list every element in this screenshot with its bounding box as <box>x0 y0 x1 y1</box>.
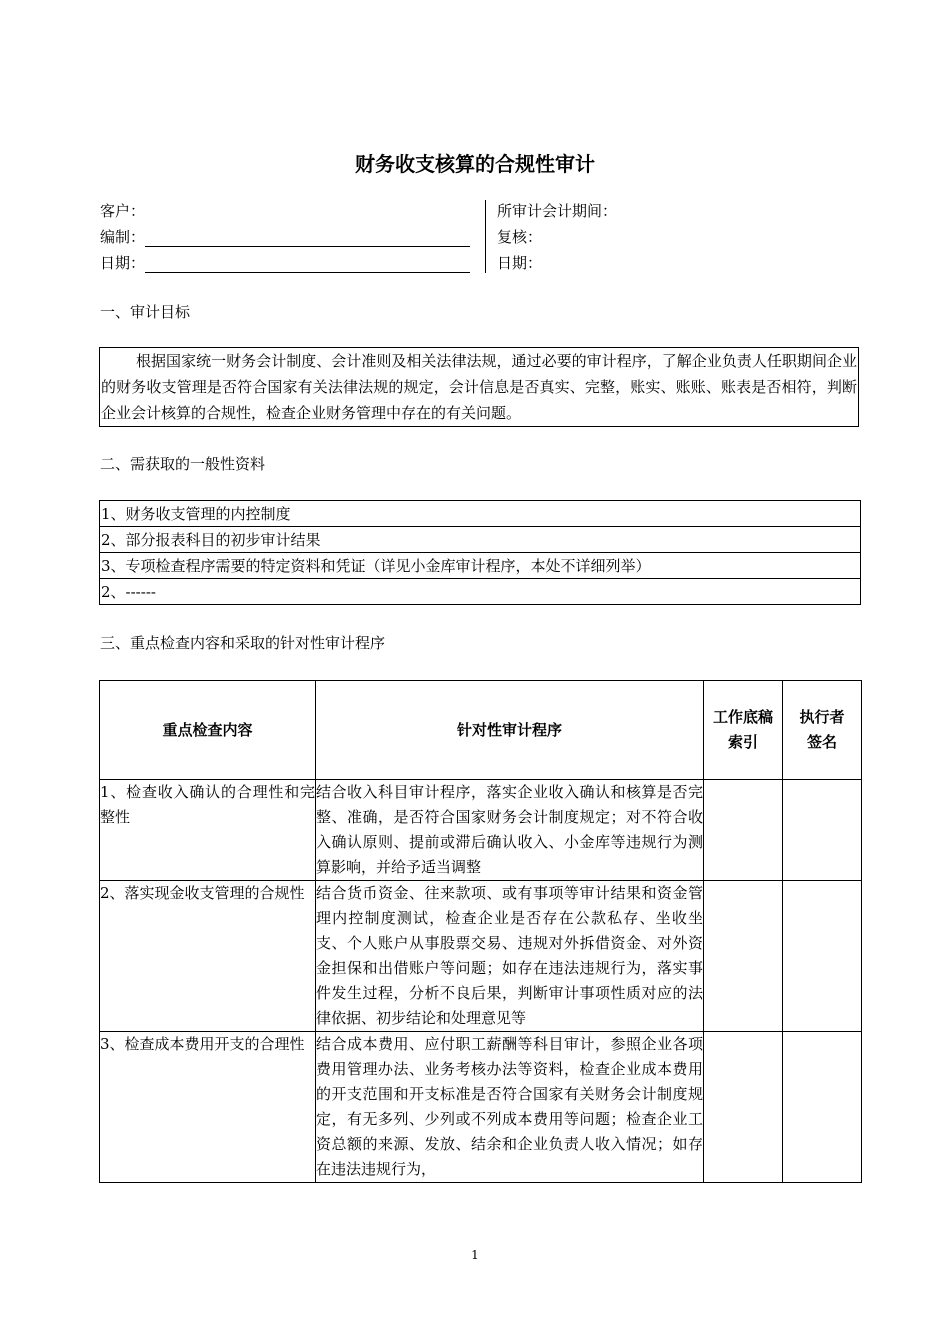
table-header-row <box>100 681 862 780</box>
document-title: 财务收支核算的合规性审计 <box>355 152 595 176</box>
column-header-workpaper-index: 工作底稿索引 <box>704 681 783 780</box>
date-label: 日期： <box>100 254 146 272</box>
procedure-cell: 结合收入科目审计程序，落实企业收入确认和核算是否完整、准确，是否符合国家财务会计制度规定；对不符合收入确认原则、提前或滞后确认收入、小金库等违规行为测算影响，并给予适当调整 <box>316 780 704 881</box>
reviewer-label: 复核： <box>497 228 543 246</box>
list-item <box>100 501 861 527</box>
review-date-label: 日期： <box>497 254 543 272</box>
preparer-field[interactable] <box>145 228 470 247</box>
header-divider <box>485 200 486 273</box>
client-label: 客户： <box>100 202 146 220</box>
key-content-cell: 2、落实现金收支管理的合规性 <box>100 881 316 1032</box>
column-header-signature: 执行者签名 <box>783 681 862 780</box>
list-item-text: 3、专项检查程序需要的特定资料和凭证（详见小金库审计程序，本处不详细列举） <box>100 553 861 579</box>
workpaper-index-cell[interactable] <box>704 1032 783 1183</box>
key-content-cell: 3、检查成本费用开支的合理性 <box>100 1032 316 1183</box>
table-row <box>100 881 862 1032</box>
section-heading-procedures: 三、重点检查内容和采取的针对性审计程序 <box>100 634 386 652</box>
audit-period-label: 所审计会计期间： <box>497 202 618 220</box>
procedure-cell: 结合成本费用、应付职工薪酬等科目审计，参照企业各项费用管理办法、业务考核办法等资料，检查企业成本费用的开支范围和开支标准是否符合国家有关财务会计制度规定，有无多列、少列或不列成本费用等问题；检查企业工资总额的来源、发放、结余和企业负责人收入情况；如存在违法违规行为， <box>316 1032 704 1183</box>
materials-list <box>99 500 861 605</box>
objectives-text: 根据国家统一财务会计制度、会计准则及相关法律法规，通过必要的审计程序，了解企业负责人任职期间企业的财务收支管理是否符合国家有关法律法规的规定，会计信息是否真实、完整，账实、账账、账表是否相符，判断企业会计核算的合规性，检查企业财务管理中存在的有关问题。 <box>101 352 857 422</box>
procedure-cell: 结合货币资金、往来款项、或有事项等审计结果和资金管理内控制度测试，检查企业是否存在公款私存、坐收坐支、个人账户从事股票交易、违规对外拆借资金、对外资金担保和出借账户等问题；如存在违法违规行为，落实事件发生过程，分析不良后果，判断审计事项性质对应的法律依据、初步结论和处理意见等 <box>316 881 704 1032</box>
page-number: 1 <box>471 1248 479 1262</box>
header-right <box>497 198 617 276</box>
list-item-text: 1、财务收支管理的内控制度 <box>100 501 861 527</box>
workpaper-index-cell[interactable] <box>704 780 783 881</box>
table-row <box>100 780 862 881</box>
objectives-box <box>99 347 859 427</box>
column-header-key-content: 重点检查内容 <box>100 681 316 780</box>
list-item-text: 2、部分报表科目的初步审计结果 <box>100 527 861 553</box>
section-heading-materials: 二、需获取的一般性资料 <box>100 455 266 473</box>
list-item <box>100 527 861 553</box>
preparer-label: 编制： <box>100 228 146 246</box>
header-left <box>100 198 470 276</box>
key-content-cell: 1、检查收入确认的合理性和完整性 <box>100 780 316 881</box>
procedures-table <box>99 680 862 1183</box>
signature-cell[interactable] <box>783 881 862 1032</box>
signature-cell[interactable] <box>783 1032 862 1183</box>
section-heading-objectives: 一、审计目标 <box>100 303 191 321</box>
list-item-text: 2、------ <box>100 579 861 605</box>
workpaper-index-cell[interactable] <box>704 881 783 1032</box>
signature-cell[interactable] <box>783 780 862 881</box>
list-item <box>100 553 861 579</box>
table-row <box>100 1032 862 1183</box>
column-header-procedure: 针对性审计程序 <box>316 681 704 780</box>
date-field[interactable] <box>145 254 470 273</box>
list-item <box>100 579 861 605</box>
